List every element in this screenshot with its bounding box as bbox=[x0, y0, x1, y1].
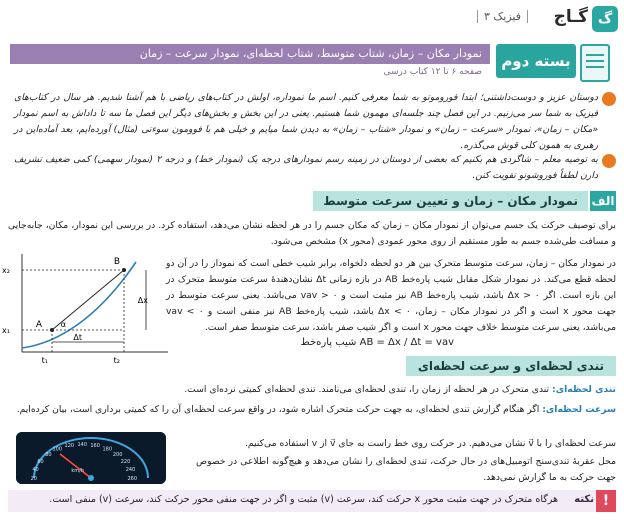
note-text: هرگاه متحرک در جهت مثبت محور x حرکت کند، سرعت (v) مثبت و اگر در جهت منفی محور حرکت کند، سرعت (v) منفی است. bbox=[49, 494, 558, 505]
slope-formula: شیب پاره‌خط AB = Δx / Δt = vav bbox=[300, 337, 454, 348]
speedometer-tick: 200 bbox=[112, 452, 123, 458]
speed-text: تندی متحرک در هر لحظه از زمان را، تندی لحظه‌ای می‌نامند. تندی لحظه‌ای کمیتی نرده‌ای است. bbox=[184, 384, 550, 395]
speed-definition bbox=[8, 382, 616, 398]
label-t2: t₂ bbox=[113, 356, 120, 365]
velocity-text: اگر هنگام گزارش تندی لحظه‌ای، به جهت حرکت متحرک اشاره شود، در واقع سرعت لحظه‌ای آن را که کمیتی برداری است، بیان کرده‌ایم. bbox=[16, 404, 540, 415]
section-badge: الف bbox=[590, 191, 616, 211]
bullet-icon bbox=[602, 92, 616, 106]
speedometer-tick: 100 bbox=[52, 446, 62, 453]
speedometer-tick: 120 bbox=[64, 443, 75, 450]
brand-logo-icon: گ bbox=[592, 6, 618, 32]
speedometer-tick: 260 bbox=[127, 476, 137, 482]
section-paragraph: برای توصیف حرکت یک جسم می‌توان از نمودار مکان – زمان که مکان جسم را در هر لحظه نشان می‌دهد، استفاده کرد. در بررسی این نمودار، مکان، جابه‌جایی و مسافت طی‌شده جسم به طور مستقیم از روی محور عمودی (محور x) مشخص می‌شود. bbox=[8, 220, 616, 247]
label-dx: Δx bbox=[137, 296, 148, 305]
package-title: نمودار مکان – زمان، شتاب متوسط، شتاب لحظه‌ای، نمودار سرعت – زمان bbox=[10, 44, 490, 64]
alert-icon: ! bbox=[596, 490, 616, 512]
intro-paragraph: دوستان عزیز و دوست‌داشتنی؛ ابتدا فوروموتو به شما معرفی کنیم. اسم ما نموداره، اولش در کتاب‌های ریاضی با هم آشنا شدیم. هر سال در کتاب‌های فیزیک به شما سر می‌زنیم. در این فصل چند جلسه‌ای مهمون شما هستیم. یعنی در این بخش و بخش‌های دیگر این فصل ما سه تا داداش به اسم نمودار «مکان – زمان»، نمودار «سرعت – زمان» و نمودار «شتاب – زمان» به دیدن شما میایم و خیلی هم با فوومون سوءتی (مثال) آورده‌ایم، بعد آماده‌این در رهبری به همون کلی قوش می‌گذره. bbox=[14, 92, 598, 151]
velocity-term: سرعت لحظه‌ای: bbox=[542, 404, 616, 415]
intro-paragraph: به توصیه معلم – شاگردی هم بکنیم که بعضی از دوستان در زمینه رسم نمودارهای درجه یک (نمودار خط) و درجه ۲ (نمودار سهمی) کمی ضعیف تشریف دارن لطفاً فوروشونو تقویت کنن. bbox=[14, 154, 598, 181]
speed-unit: km/h bbox=[71, 468, 84, 474]
velocity-paragraph: محل عقربهٔ تندی‌سنج اتومبیل‌های در حال حرکت، تندی لحظه‌ای را نشان می‌دهد و هیچ‌گونه اطلاعی در خصوص جهت حرکت به ما گزارش نمی‌دهد. bbox=[196, 456, 616, 483]
speedometer-tick: 40 bbox=[32, 467, 39, 474]
speed-term: تندی لحظه‌ای: bbox=[552, 384, 616, 395]
label-x1: x₁ bbox=[2, 326, 10, 335]
position-time-graph bbox=[2, 248, 176, 366]
subject-label: فیزیک ۳ bbox=[477, 10, 528, 23]
section-title: نمودار مکان – زمان و تعیین سرعت متوسط bbox=[313, 191, 588, 211]
section-paragraph: در نمودار مکان – زمان، سرعت متوسط متحرک بین هر دو لحظه دلخواه، برابر شیب خطی است که نمودار را در آن دو لحظه قطع می‌کند. در نمودار شکل مقابل شیب پاره‌خط AB در بازه زمانی Δt نشان‌دهندهٔ سرعت متوسط متحرک در این بازه است. اگر Δx > ۰ باشد، شیب پاره‌خط AB نیز مثبت است و vav > ۰ می‌باشد. یعنی سرعت متوسط در جهت محور x است و اگر در نمودار مکان – زمان، Δx < ۰ باشد، شیب پاره‌خط AB نیز منفی است و vav < ۰ می‌باشد، یعنی سرعت متوسط خلاف جهت محور x است و اگر شیب صفر باشد، سرعت متوسط صفر است. bbox=[166, 258, 617, 333]
velocity-definition bbox=[8, 402, 616, 418]
package-pages: صفحه ۶ تا ۱۲ کتاب درسی bbox=[383, 67, 482, 77]
speedometer-tick: 180 bbox=[102, 446, 112, 453]
speedometer-tick: 20 bbox=[30, 476, 37, 482]
velocity-paragraph: سرعت لحظه‌ای را با v⃗ نشان می‌دهیم. در حرکت روی خط راست به جای v⃗ از v استفاده می‌کنیم. bbox=[245, 438, 616, 449]
speedometer-tick: 80 bbox=[45, 452, 52, 458]
speedometer-image bbox=[16, 432, 166, 484]
speedometer-tick: 240 bbox=[125, 467, 136, 474]
section-title: تندی لحظه‌ای و سرعت لحظه‌ای bbox=[406, 356, 616, 376]
brand-name: گـاج bbox=[553, 7, 588, 27]
label-A: A bbox=[35, 320, 42, 330]
note-label: نکته bbox=[574, 494, 594, 505]
package-label: بسته دوم bbox=[496, 44, 576, 78]
label-B: B bbox=[113, 257, 120, 267]
label-t1: t₁ bbox=[41, 356, 48, 365]
document-icon bbox=[580, 44, 610, 82]
speedometer-tick: 160 bbox=[90, 443, 100, 450]
speedometer-tick: 140 bbox=[77, 442, 87, 448]
label-alpha: α bbox=[60, 320, 66, 329]
bullet-icon bbox=[602, 154, 616, 168]
label-x2: x₂ bbox=[2, 266, 10, 275]
speedometer-tick: 220 bbox=[120, 459, 131, 465]
speedometer-tick: 60 bbox=[37, 459, 44, 465]
label-dt: Δt bbox=[73, 333, 82, 342]
